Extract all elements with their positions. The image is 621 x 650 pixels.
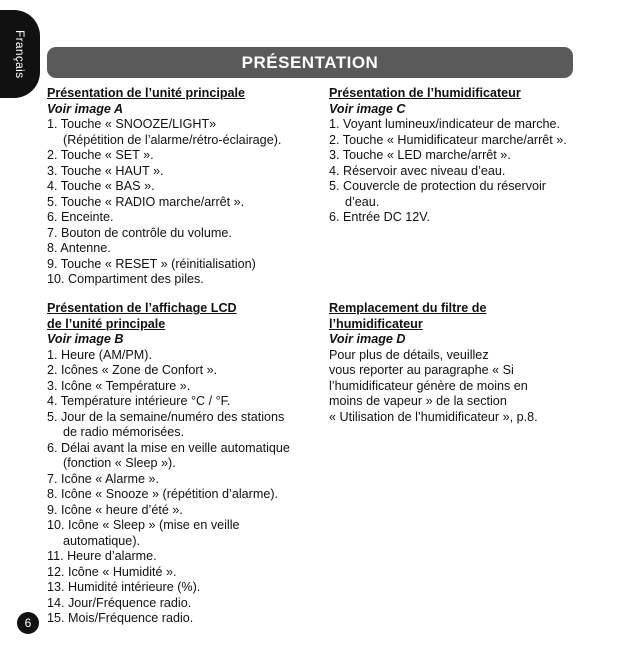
list-item: 2. Touche « Humidificateur marche/arrêt ». (329, 132, 567, 147)
list-item: 5. Couvercle de protection du réservoir (329, 179, 547, 193)
filter-text-line: « Utilisation de l’humidificateur », p.8. (329, 409, 538, 424)
list-item: 3. Touche « HAUT ». (47, 163, 164, 178)
list-item: 10. Icône « Sleep » (mise en veille (47, 518, 240, 532)
list-item: 4. Touche « BAS ». (47, 179, 155, 193)
list-item: 1. Voyant lumineux/indicateur de marche. (329, 117, 561, 131)
filter-text-line: vous reporter au paragraphe « Si (329, 363, 514, 377)
humidifier-section (329, 86, 604, 226)
list-item: 1. Touche « SNOOZE/LIGHT» (47, 117, 217, 131)
list-item-continuation: de radio mémorisées. (63, 425, 185, 439)
list-item: 12. Icône « Humidité ». (47, 564, 177, 579)
list-item: 5. Jour de la semaine/numéro des stations (47, 409, 285, 424)
filter-heading-line1: Remplacement du filtre de (329, 301, 487, 315)
list-item: 15. Mois/Fréquence radio. (47, 611, 194, 625)
lcd-heading-line2: de l’unité principale (47, 316, 166, 331)
lcd-section (47, 301, 322, 627)
list-item: 14. Jour/Fréquence radio. (47, 595, 192, 610)
list-item: 7. Bouton de contrôle du volume. (47, 225, 232, 240)
list-item-continuation: automatique). (63, 533, 141, 548)
main-unit-section (47, 86, 322, 288)
list-item: 11. Heure d’alarme. (47, 549, 157, 563)
filter-section (329, 301, 604, 425)
list-item: 10. Compartiment des piles. (47, 272, 204, 286)
page-title: PRÉSENTATION (47, 47, 573, 78)
list-item-continuation: (Répétition de l’alarme/rétro-éclairage). (63, 132, 282, 147)
list-item: 6. Délai avant la mise en veille automatique (47, 440, 290, 455)
filter-text-line: moins de vapeur » de la section (329, 394, 507, 408)
list-item: 8. Icône « Snooze » (répétition d’alarme). (47, 487, 279, 501)
lcd-heading-line1: Présentation de l’affichage LCD (47, 301, 237, 315)
humidifier-image-ref: Voir image C (329, 101, 406, 116)
filter-image-ref: Voir image D (329, 332, 406, 346)
list-item: 5. Touche « RADIO marche/arrêt ». (47, 194, 245, 209)
list-item: 9. Touche « RESET » (réinitialisation) (47, 256, 256, 271)
page-number: 6 (17, 612, 39, 634)
list-item: 7. Icône « Alarme ». (47, 471, 160, 486)
list-item: 13. Humidité intérieure (%). (47, 580, 201, 594)
filter-heading-line2: l’humidificateur (329, 316, 423, 331)
humidifier-heading: Présentation de l’humidificateur (329, 86, 521, 100)
list-item: 2. Touche « SET ». (47, 148, 154, 162)
list-item: 2. Icônes « Zone de Confort ». (47, 363, 218, 377)
main-unit-heading: Présentation de l’unité principale (47, 86, 246, 100)
list-item: 4. Température intérieure °C / °F. (47, 394, 231, 408)
list-item: 3. Icône « Température ». (47, 378, 191, 393)
lcd-image-ref: Voir image B (47, 332, 124, 346)
list-item: 1. Heure (AM/PM). (47, 347, 152, 362)
list-item: 9. Icône « heure d’été ». (47, 502, 183, 517)
list-item: 6. Enceinte. (47, 210, 114, 224)
list-item: 6. Entrée DC 12V. (329, 210, 431, 224)
filter-text-line: Pour plus de détails, veuillez (329, 347, 489, 362)
list-item: 8. Antenne. (47, 241, 111, 255)
list-item: 4. Réservoir avec niveau d’eau. (329, 163, 506, 178)
list-item: 3. Touche « LED marche/arrêt ». (329, 148, 511, 162)
list-item-continuation: (fonction « Sleep »). (63, 456, 176, 470)
main-unit-image-ref: Voir image A (47, 101, 124, 116)
list-item-continuation: d’eau. (345, 194, 380, 209)
language-tab (0, 10, 40, 98)
language-label: Français (13, 29, 27, 79)
filter-text-line: l’humidificateur génère de moins en (329, 378, 528, 393)
